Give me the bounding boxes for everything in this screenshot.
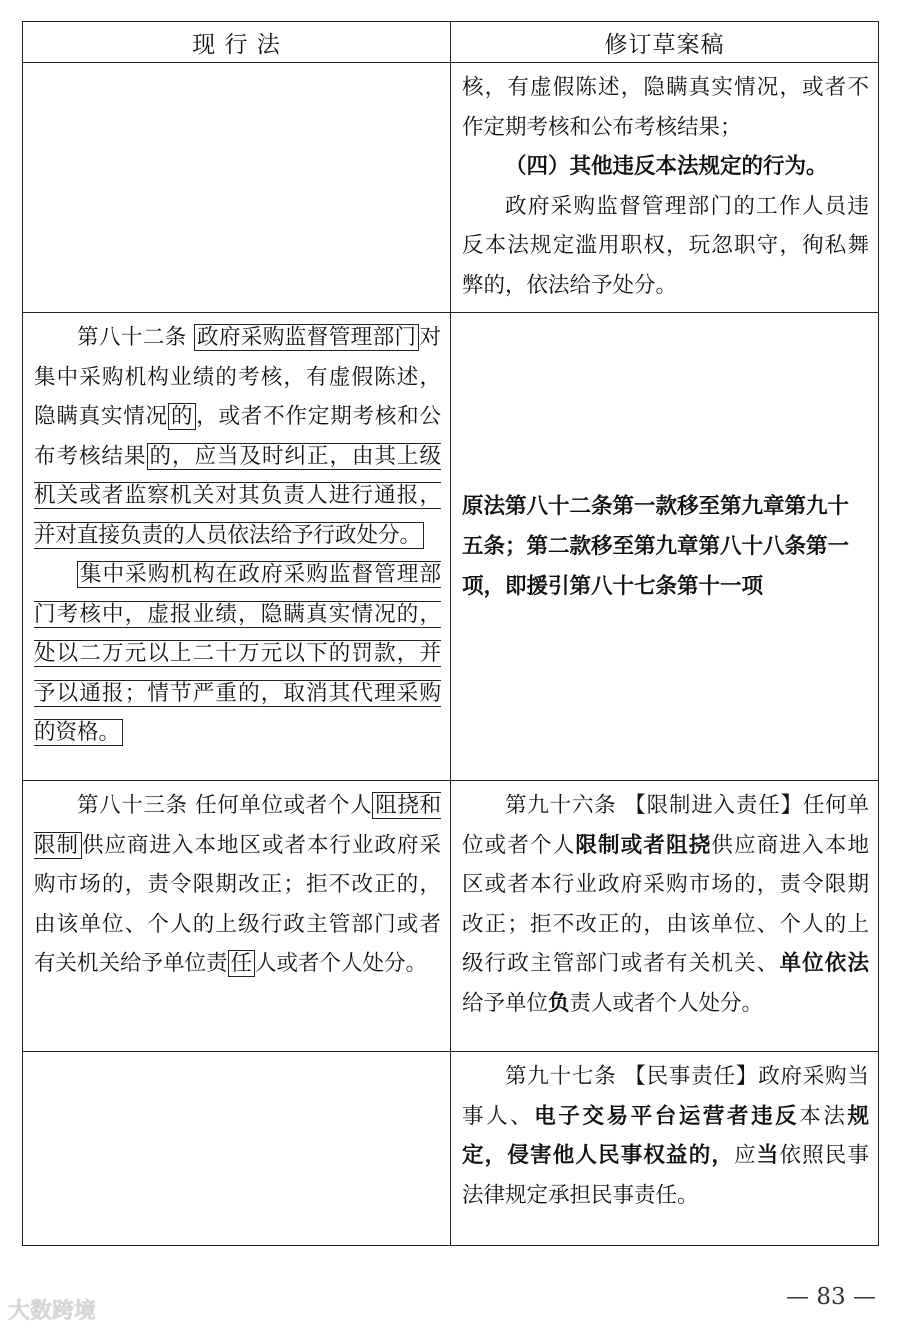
paragraph-bold: （四）其他违反本法规定的行为。 [505,154,828,179]
text-span: 本法 [799,1103,848,1129]
text-span: 责人或者个人处分。 [569,990,764,1016]
header-current-law: 现 行 法 [23,22,451,63]
bold-text: 单位依法 [779,951,869,976]
cell-left-empty [23,63,451,313]
text-span: 依照民事法律规定承担民事责任。 [462,1143,869,1208]
paragraph [34,786,441,984]
bold-text: 规定，侵害他人民事权益的， [462,1103,869,1168]
bold-text: 限制或者阻挠 [575,832,712,858]
boxed-text: 集中采购机构在政府采购监督管理部门考核中，虚报业绩，隐瞒真实情况的，处以二万元以上二十万元以下的罚款，并予以通报；情节严重的，取消其代理采购的资格。 [34,562,441,745]
paragraph [462,786,869,1023]
cell-article-96 [451,781,879,1052]
comparison-table [22,21,879,1246]
cell-article-82 [23,313,451,781]
header-revision-draft: 修订草案稿 [451,22,879,63]
cell-note [451,313,879,781]
boxed-text: 任 [228,950,256,977]
table-row [23,1052,879,1246]
text-span: 对集中采购机构业绩的考核，有虚假陈述，隐瞒真实情况 [34,325,441,429]
text-span: 供应商进入本地区或者本行业政府采购市场的，责令限期改正；拒不改正的，由该单位、个人的上级行政主管部门或者有关机关、 [462,832,869,976]
boxed-text: 阻挠和限制 [34,793,441,858]
paragraph: 核，有虚假陈述，隐瞒真实情况，或者不作定期考核和公布考核结果； [462,75,869,140]
text-span: ，或者不作定期考核和公布考核结果 [34,404,441,469]
table-row [23,313,879,781]
text-span: 给予单位 [462,990,549,1016]
text-span: 第九十七条 【民事责任】政府采购当事人、 [462,1064,869,1129]
table-row [23,63,879,313]
boxed-text: 的 [168,403,196,430]
text-span: 第八十三条 任何单位或者个人 [77,793,373,818]
boxed-text: 的，应当及时纠正，由其上级机关或者监察机关对其负责人进行通报，并对直接负责的人员依法给予行政处分。 [34,443,441,548]
cell-left-empty [23,1052,451,1246]
text-span: 第八十二条 [77,325,195,350]
cell-article-83 [23,781,451,1052]
bold-text: 电子交易平台运营者违反 [534,1103,800,1129]
cell-right-text [451,63,879,313]
text-span: 应 [734,1143,757,1168]
bold-text: 负 [548,990,570,1016]
watermark: 大数跨境 [8,1299,97,1324]
paragraph [462,1057,869,1215]
cell-article-97 [451,1052,879,1246]
note-text: 原法第八十二条第一款移至第九章第九十五条；第二款移至第九章第八十八条第一项，即援引第八十七条第十一项 [462,493,850,599]
paragraph [34,318,441,555]
paragraph: 政府采购监督管理部门的工作人员违反本法规定滥用职权，玩忽职守，徇私舞弊的，依法给予处分。 [462,193,869,298]
boxed-text: 政府采购监督管理部门 [194,324,419,351]
text-span: 供应商进入本地区或者本行业政府采购市场的，责令限期改正；拒不改正的，由该单位、个人的上级行政主管部门或者有关机关给予单位责 [34,832,441,976]
text-span: 第九十六条 【限制进入责任】任何单位或者个人 [462,793,869,858]
table-header-row [23,22,879,63]
table-row [23,781,879,1052]
text-span: 人或者个人处分。 [255,951,428,976]
bold-text: 当 [756,1143,780,1168]
paragraph [34,555,441,753]
page-number: — 83 — [786,1284,876,1310]
